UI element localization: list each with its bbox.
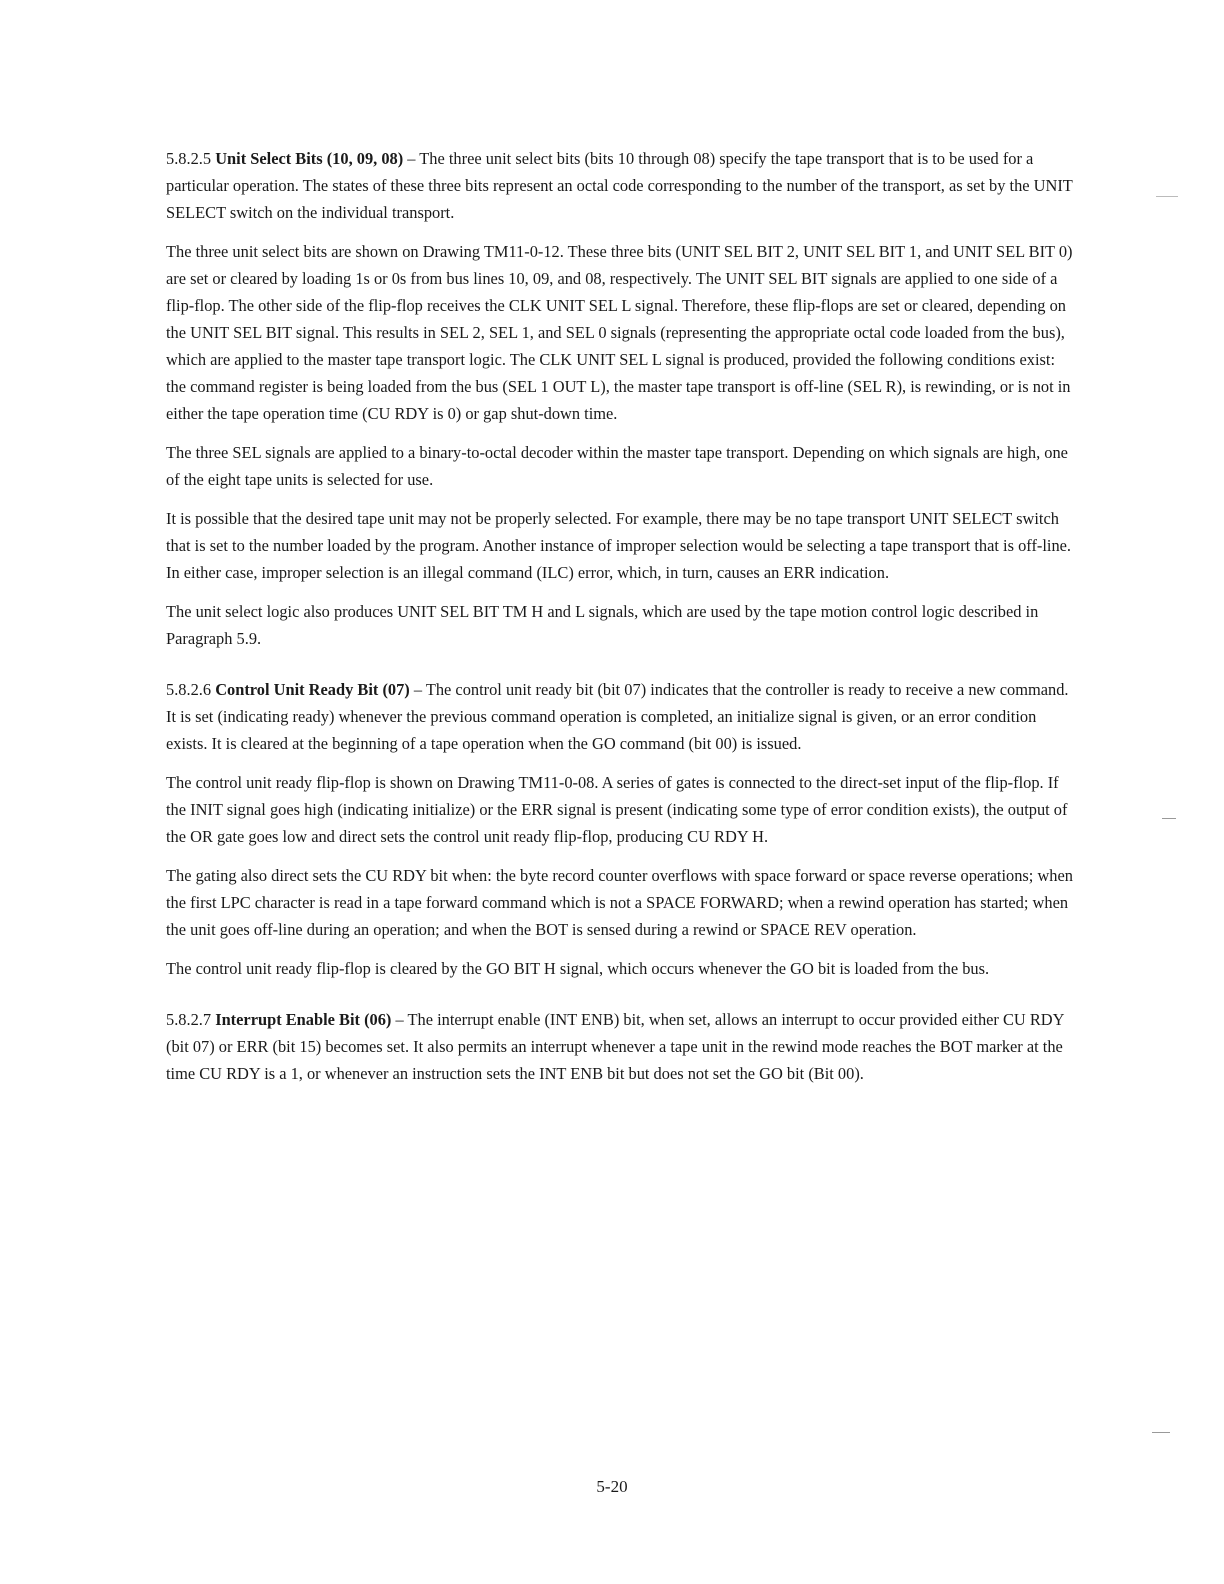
section-5-8-2-7-intro [166,1006,1078,1087]
paragraph: The gating also direct sets the CU RDY bit when: the byte record counter overflows with space forward or space reverse operations; when the first LPC character is read in a tape forward command which is not a SPACE FORWARD; when a rewind operation has started; when the unit goes off-line during an operation; and when the BOT is sensed during a rewind or SPACE REV operation. [166,866,1073,939]
section-lead-text: – The interrupt enable (INT ENB) bit, when set, allows an interrupt to occur provided either CU RDY (bit 07) or ERR (bit 15) becomes set. It also permits an interrupt whenever a tape unit in the rewind mode reaches the BOT marker at the time CU RDY is a 1, or whenever an instruction sets the INT ENB bit but does not set the GO bit (Bit 00). [166,1010,1064,1083]
section-title: Interrupt Enable Bit (06) [215,1010,392,1029]
section-number: 5.8.2.7 [166,1010,212,1029]
section-lead-text: – The three unit select bits (bits 10 through 08) specify the tape transport that is to be used for a particular operation. The states of these three bits represent an octal code corresponding to the number of the transport, as set by the UNIT SELECT switch on the individual transport. [166,149,1073,222]
section-number: 5.8.2.6 [166,680,212,699]
scan-mark [1152,1432,1170,1433]
paragraph: The three SEL signals are applied to a binary-to-octal decoder within the master tape transport. Depending on which signals are high, one of the eight tape units is selected for use. [166,443,1068,489]
section-title: Unit Select Bits (10, 09, 08) [215,149,404,168]
section-title: Control Unit Ready Bit (07) [215,680,410,699]
paragraph: It is possible that the desired tape unit may not be properly selected. For example, there may be no tape transport UNIT SELECT switch that is set to the number loaded by the program. Another instance of improper selection would be selecting a tape transport that is off-line. In either case, improper selection is an illegal command (ILC) error, which, in turn, causes an ERR indication. [166,509,1072,582]
section-lead-text: – The control unit ready bit (bit 07) indicates that the controller is ready to receive a new command. It is set (indicating ready) whenever the previous command operation is completed, an initialize signal is given, or an error condition exists. It is cleared at the beginning of a tape operation when the GO command (bit 00) is issued. [166,680,1069,753]
section-5-8-2-6-intro [166,676,1078,757]
paragraph: The unit select logic also produces UNIT SEL BIT TM H and L signals, which are used by the tape motion control logic described in Paragraph 5.9. [166,602,1039,648]
paragraph: The three unit select bits are shown on Drawing TM11-0-12. These three bits (UNIT SEL BIT 2, UNIT SEL BIT 1, and UNIT SEL BIT 0) are set or cleared by loading 1s or 0s from bus lines 10, 09, and 08, respectively. The UNIT SEL BIT signals are applied to one side of a flip-flop. The other side of the flip-flop receives the CLK UNIT SEL L signal. Therefore, these flip-flops are set or cleared, depending on the UNIT SEL BIT signal. This results in SEL 2, SEL 1, and SEL 0 signals (representing the appropriate octal code loaded from the bus), which are applied to the master tape transport logic. The CLK UNIT SEL L signal is produced, provided the following conditions exist: the command register is being loaded from the bus (SEL 1 OUT L), the master tape transport is off-line (SEL R), is rewinding, or is not in either the tape operation time (CU RDY is 0) or gap shut-down time. [166,242,1073,423]
scan-mark [1162,818,1176,819]
page-number: 5-20 [596,1477,628,1496]
section-5-8-2-5-intro [166,145,1078,226]
section-number: 5.8.2.5 [166,149,212,168]
scan-mark [1156,196,1178,197]
paragraph: The control unit ready flip-flop is cleared by the GO BIT H signal, which occurs whenever the GO bit is loaded from the bus. [166,959,990,978]
document-body [166,145,1078,1099]
paragraph: The control unit ready flip-flop is shown on Drawing TM11-0-08. A series of gates is connected to the direct-set input of the flip-flop. If the INIT signal goes high (indicating initialize) or the ERR signal is present (indicating some type of error condition exists), the output of the OR gate goes low and direct sets the control unit ready flip-flop, producing CU RDY H. [166,773,1068,846]
